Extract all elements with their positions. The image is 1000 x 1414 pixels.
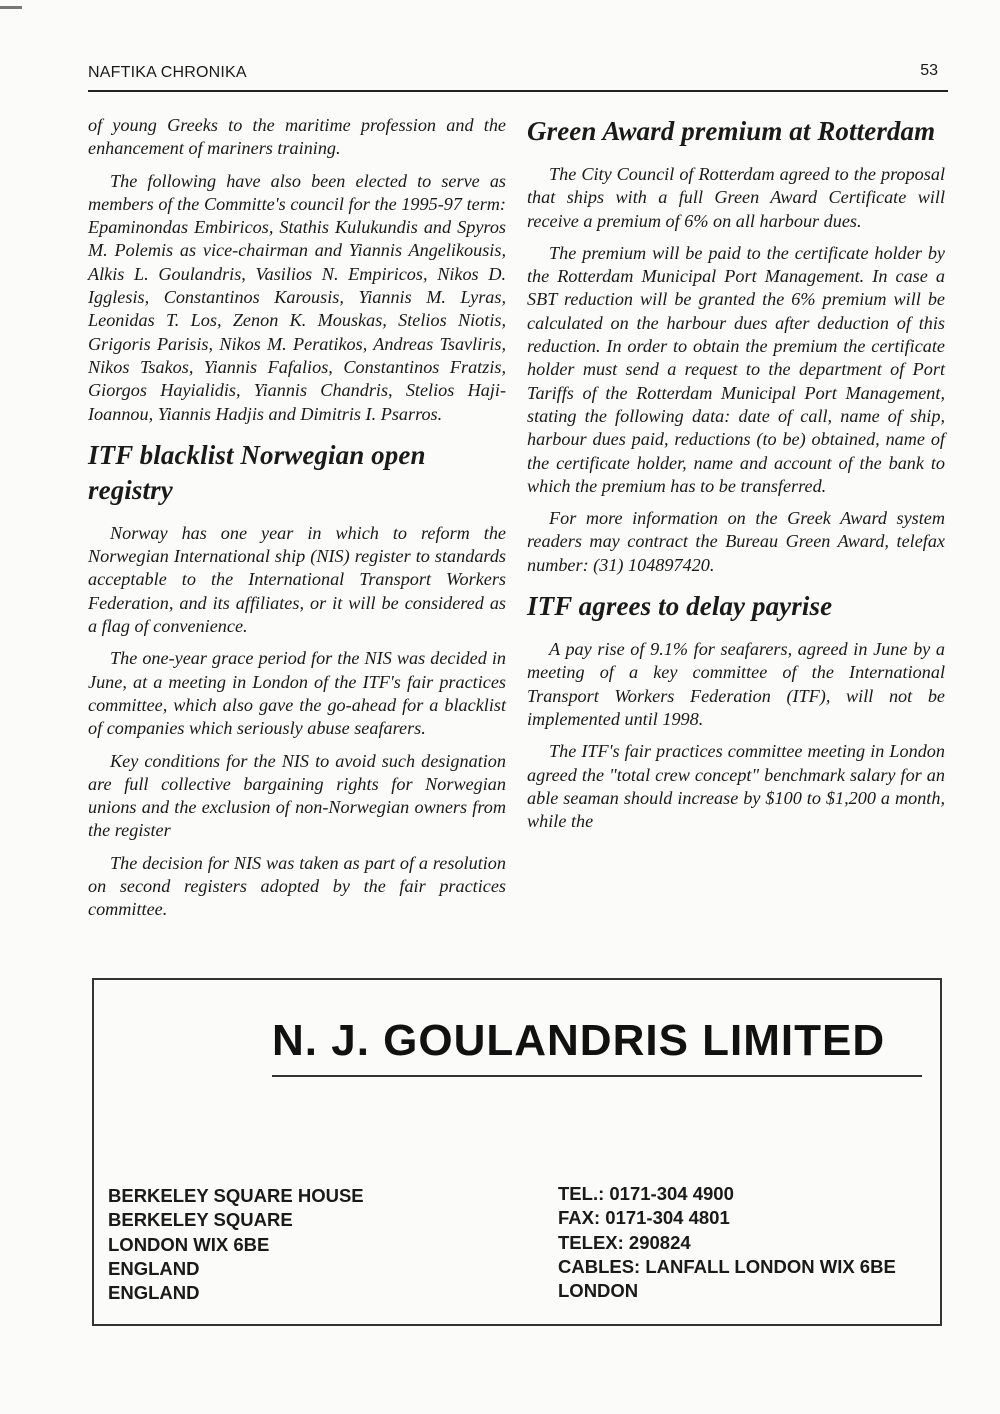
left-paragraph-6: The decision for NIS was taken as part of a resolution on second registers adopted by the fair practices committee. [88,852,506,920]
right-column [527,114,945,842]
left-paragraph-2: The following have also been elected to serve as members of the Committe's council for the 1995-97 term: Epaminondas Embiricos, Stathis Kulukundis and Spyros M. Polemis as vice-chairman and Yiannis Angelikousis, Alkis L. Goulandris, Vasilios N. Empiricos, Nikos D. Igglesis, Constantinos Karousis, Yiannis M. Lyras, Leonidas T. Los, Zenon K. Mouskas, Stelios Niotis, Grigoris Parisis, Nikos M. Peratikos, Andreas Tsavliris, Nikos Tsakos, Yiannis Fafalios, Constantinos Fratzis, Giorgos Hayialidis, Yiannis Chandris, Stelios Haji-Ioannou, Yiannis Hadjis and Dimitris I. Psarros. [88,170,506,424]
right-paragraph-2: The premium will be paid to the certificate holder by the Rotterdam Municipal Port Management. In case a SBT reduction will be granted the 6% premium will be calculated on the harbour dues after deduction of this reduction. In order to obtain the premium the certificate holder must send a request to the department of Port Tariffs of the Rotterdam Municipal Port Management, stating the following data: date of call, name of ship, harbour dues paid, reductions (to be) obtained, name of the certificate holder, name and account of the bank to which the premium has to be transferred. [527,242,945,496]
ad-address-line: ENGLAND [108,1282,200,1304]
page-number: 53 [920,62,938,79]
ad-address-line: BERKELEY SQUARE [108,1209,293,1231]
left-paragraph-1: of young Greeks to the maritime profession and the enhancement of mariners training. [88,115,506,159]
ad-underline [272,1075,922,1077]
ad-tel: TEL.: 0171-304 4900 [558,1183,734,1204]
right-paragraph-4: A pay rise of 9.1% for seafarers, agreed in June by a meeting of a key committee of the International Transport Workers Federation (ITF), will not be implemented until 1998. [527,639,945,729]
publication-title: NAFTIKA CHRONIKA [88,64,247,81]
advertisement-box [92,978,942,1326]
left-column [88,114,506,931]
ad-fax: FAX: 0171-304 4801 [558,1207,730,1229]
heading-itf-blacklist: ITF blacklist Norwegian open registry [88,439,426,505]
left-paragraph-5: Key conditions for the NIS to avoid such designation are full collective bargaining rights for Norwegian unions and the exclusion of non-Norwegian owners from the register [88,750,506,841]
heading-itf-payrise: ITF agrees to delay payrise [527,591,833,622]
scan-edge-mark [0,6,22,9]
ad-address-line: BERKELEY SQUARE HOUSE [108,1185,364,1206]
right-paragraph-5: The ITF's fair practices committee meeting in London agreed the "total crew concept" benchmark salary for an able seaman should increase by $100 to $1,200 a month, while the [527,741,945,832]
ad-company-name: N. J. GOULANDRIS LIMITED [272,1016,886,1065]
ad-address-block [108,1184,364,1305]
ad-cables: CABLES: LANFALL LONDON WIX 6BE [558,1255,896,1277]
left-paragraph-4: The one-year grace period for the NIS was decided in June, at a meeting in London of the ITF's fair practices committee, which also gave the go-ahead for a blacklist of companies which seriously abuse seafarers. [88,648,506,739]
ad-cables-city: LONDON [558,1280,639,1302]
ad-contact-block [558,1182,896,1303]
heading-green-award: Green Award premium at Rotterdam [527,116,936,146]
running-header [88,62,948,92]
ad-address-line: ENGLAND [108,1257,200,1279]
left-paragraph-3: Norway has one year in which to reform the Norwegian International ship (NIS) register to standards acceptable to the International Transport Workers Federation, and its affiliates, or it will be considered as a flag of convenience. [88,522,506,637]
right-paragraph-1: The City Council of Rotterdam agreed to the proposal that ships with a full Green Award Certificate will receive a premium of 6% on all harbour dues. [527,164,945,231]
ad-telex: TELEX: 290824 [558,1231,691,1253]
ad-address-line: LONDON WIX 6BE [108,1233,270,1255]
right-paragraph-3: For more information on the Greek Award system readers may contract the Bureau Green Award, telefax number: (31) 104897420. [527,508,945,575]
